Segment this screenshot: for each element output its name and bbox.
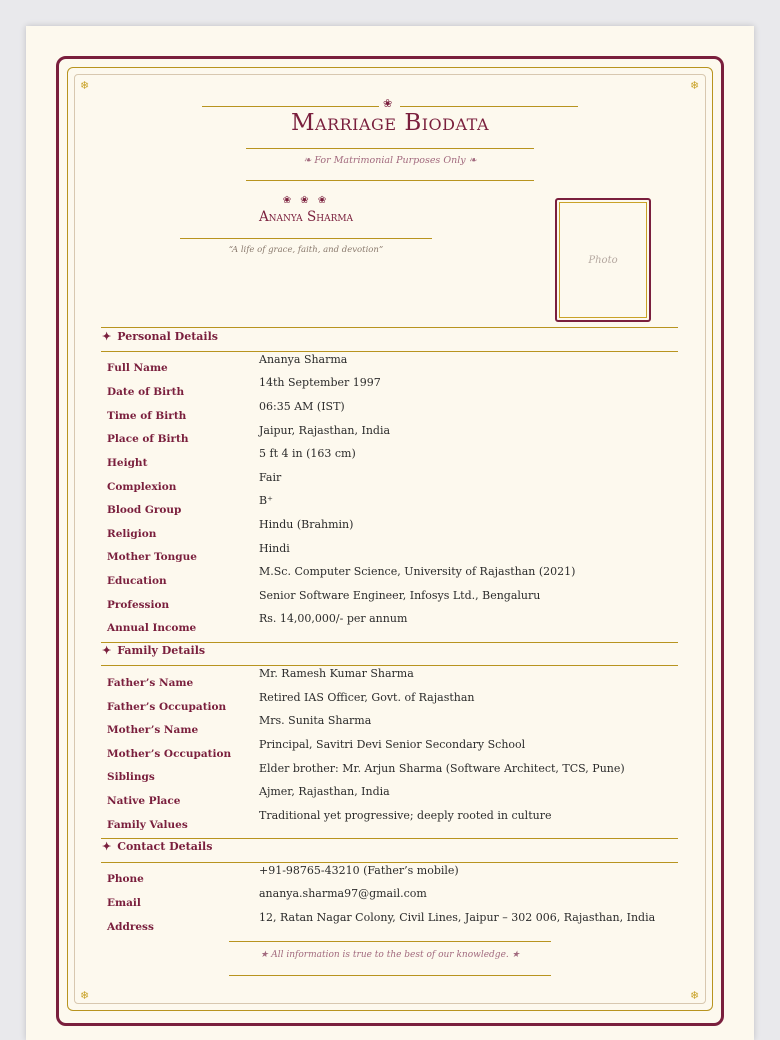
field-label: Family Values — [107, 819, 188, 831]
section-rule — [101, 351, 678, 352]
corner-ornament-icon: ❄ — [690, 79, 700, 92]
tagline: ❧ For Matrimonial Purposes Only ❧ — [303, 155, 477, 166]
field-label: Full Name — [107, 362, 168, 374]
field-value: 06:35 AM (IST) — [259, 400, 345, 413]
flower-icon: ❀ — [383, 97, 393, 110]
email-value: ananya.sharma97@gmail.com — [259, 887, 427, 900]
section-heading-label: Family Details — [117, 644, 206, 657]
field-value: Traditional yet progressive; deeply rooted in culture — [259, 809, 552, 822]
section-heading-personal — [102, 330, 218, 343]
field-label: Date of Birth — [107, 386, 185, 398]
field-value: 14th September 1997 — [259, 376, 381, 389]
field-label: Blood Group — [107, 504, 182, 516]
footer-rule-top — [229, 941, 551, 942]
field-value: Ananya Sharma — [259, 353, 348, 366]
corner-ornament-icon: ❄ — [80, 989, 90, 1002]
tagline-rule-top — [246, 148, 534, 149]
field-label: Mother’s Name — [107, 724, 199, 736]
field-label: Father’s Occupation — [107, 701, 227, 713]
star-icon: ✦ — [102, 840, 112, 853]
field-value: Elder brother: Mr. Arjun Sharma (Software Architect, TCS, Pune) — [259, 762, 625, 775]
field-label: Religion — [107, 528, 157, 540]
section-rule — [101, 642, 678, 643]
section-rule — [101, 838, 678, 839]
star-icon: ✦ — [102, 330, 112, 343]
page-title: Marriage Biodata — [290, 110, 490, 136]
field-label: Place of Birth — [107, 433, 189, 445]
field-value: Senior Software Engineer, Infosys Ltd., Bengaluru — [259, 589, 541, 602]
field-label: Phone — [107, 873, 144, 885]
field-label: Mother’s Occupation — [107, 748, 232, 760]
star-icon: ✦ — [102, 644, 112, 657]
field-value: M.Sc. Computer Science, University of Rajasthan (2021) — [259, 565, 576, 578]
candidate-quote: “A life of grace, faith, and devotion” — [228, 245, 384, 255]
field-value: B⁺ — [259, 494, 273, 507]
field-label: Siblings — [107, 771, 155, 783]
field-value: 5 ft 4 in (163 cm) — [259, 447, 356, 460]
field-value: Fair — [259, 471, 282, 484]
address-value: 12, Ratan Nagar Colony, Civil Lines, Jaipur – 302 006, Rajasthan, India — [259, 911, 656, 924]
field-label: Native Place — [107, 795, 181, 807]
field-label: Complexion — [107, 481, 177, 493]
photo-frame — [555, 198, 651, 322]
field-label: Address — [107, 921, 154, 933]
corner-ornament-icon: ❄ — [80, 79, 90, 92]
section-heading-contact — [102, 840, 212, 853]
section-rule — [101, 862, 678, 863]
field-value: Jaipur, Rajasthan, India — [259, 424, 391, 437]
field-value: Ajmer, Rajasthan, India — [259, 785, 390, 798]
name-rule — [180, 238, 432, 239]
flower-icons: ❀ ❀ ❀ — [282, 195, 330, 206]
field-value: Retired IAS Officer, Govt. of Rajasthan — [259, 691, 475, 704]
corner-ornament-icon: ❄ — [690, 989, 700, 1002]
field-value: Rs. 14,00,000/- per annum — [259, 612, 408, 625]
section-rule — [101, 327, 678, 328]
section-heading-label: Contact Details — [117, 840, 213, 853]
section-heading-family — [102, 644, 205, 657]
field-label: Annual Income — [107, 622, 197, 634]
section-rule — [101, 665, 678, 666]
footer-rule-bottom — [229, 975, 551, 976]
field-label: Education — [107, 575, 167, 587]
field-label: Time of Birth — [107, 410, 187, 422]
candidate-name: Ananya Sharma — [258, 209, 354, 225]
field-value: Mrs. Sunita Sharma — [259, 714, 372, 727]
field-label: Father’s Name — [107, 677, 194, 689]
phone-value: +91-98765-43210 (Father’s mobile) — [259, 864, 459, 877]
field-value: Mr. Ramesh Kumar Sharma — [259, 667, 414, 680]
field-value: Principal, Savitri Devi Senior Secondary School — [259, 738, 526, 751]
field-value: Hindu (Brahmin) — [259, 518, 354, 531]
field-label: Mother Tongue — [107, 551, 197, 563]
field-label: Email — [107, 897, 141, 909]
title-rule-right — [400, 106, 578, 107]
field-label: Height — [107, 457, 148, 469]
title-rule-left — [202, 106, 379, 107]
footer-note: ★ All information is true to the best of our knowledge. ★ — [260, 950, 520, 960]
photo-placeholder: Photo — [559, 202, 647, 318]
field-label: Profession — [107, 599, 170, 611]
field-value: Hindi — [259, 542, 290, 555]
section-heading-label: Personal Details — [117, 330, 218, 343]
tagline-rule-bottom — [246, 180, 534, 181]
